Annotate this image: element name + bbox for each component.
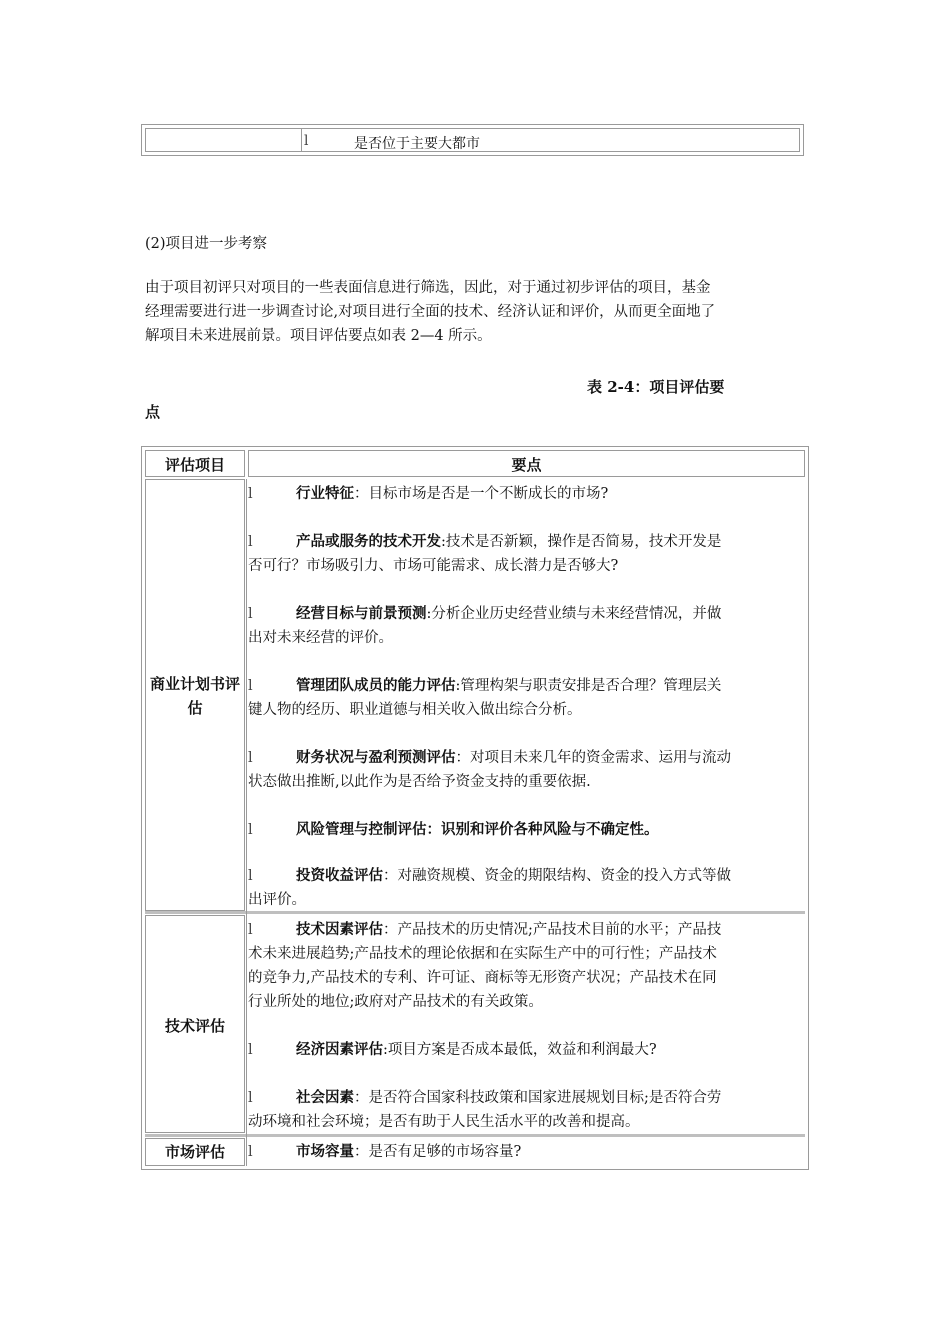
item-key: 风险管理与控制评估：识别和评价各种风险与不确定性。 [296,821,659,838]
section-heading: (2)项目进一步考察 [145,236,268,252]
top-table-text: 是否位于主要大都市 [354,136,480,152]
group3-label: 市场评估 [164,1143,225,1161]
header-evaluation-item: 评估项目 [164,456,225,474]
item-text: :管理构架与职责安排是否合理？管理层关 [455,678,722,694]
header-key-points: 要点 [511,456,542,474]
item-text: ：对融资规模、资金的期限结构、资金的投入方式等做 [383,868,731,884]
item-text: :技术是否新颖，操作是否简易，技术开发是 [441,534,722,550]
item-investment-return [248,864,804,912]
intro-line-3: 解项目未来进展前景。项目评估要点如表 2—4 所示。 [145,328,492,344]
bullet-marker: l [248,534,253,550]
item-text: ：对项目未来几年的资金需求、运用与流动 [455,750,731,766]
bullet-marker: l [248,1042,253,1058]
top-table-divider [301,128,302,152]
bullet-marker: l [304,133,309,149]
item-financial-evaluation [248,746,804,794]
item-text-cont: 否可行？市场吸引力、市场可能需求、成长潜力是否够大? [248,558,619,574]
top-table-row [141,124,804,156]
bullet-marker: l [248,822,253,838]
item-text: ：是否有足够的市场容量? [354,1144,522,1160]
bullet-marker: l [248,1144,253,1160]
item-key: 管理团队成员的能力评估 [296,677,456,694]
group1-label-line-1: 商业计划书评 [149,675,240,693]
bullet-marker: l [248,486,253,502]
item-text-cont: 键人物的经历、职业道德与相关收入做出综合分析。 [248,702,582,718]
bullet-marker: l [248,678,253,694]
column-divider [246,479,247,1166]
item-tech-factors [248,918,804,1014]
item-economic-factors [248,1038,804,1062]
item-industry [248,482,804,506]
item-key: 市场容量 [296,1143,354,1160]
item-text: :项目方案是否成本最低，效益和利润最大? [383,1042,657,1058]
bullet-marker: l [248,922,253,938]
bullet-marker: l [248,750,253,766]
item-text-cont: 动环境和社会环境；是否有助于人民生活水平的改善和提高。 [248,1114,640,1130]
bullet-marker: l [248,868,253,884]
item-key: 投资收益评估 [296,867,383,884]
item-text-cont: 出对未来经营的评价。 [248,630,393,646]
intro-line-2: 经理需要进行进一步调查讨论,对项目进行全面的技术、经济认证和评价，从而更全面地了 [145,304,716,320]
row-separator [145,1134,805,1137]
group1-label-line-2: 估 [187,699,203,717]
item-key: 产品或服务的技术开发 [296,533,441,550]
item-tech-development [248,530,804,578]
item-social-factors [248,1086,804,1134]
table-caption-wrap: 点 [145,403,161,421]
item-text: ：产品技术的历史情况;产品技术目前的水平；产品技 [383,922,722,938]
item-text-cont: 行业所处的地位;政府对产品技术的有关政策。 [248,994,543,1010]
table-caption: 表 2-4：项目评估要 [587,378,725,396]
group2-label: 技术评估 [164,1017,225,1035]
item-text-cont: 状态做出推断,以此作为是否给予资金支持的重要依据. [248,774,591,790]
item-key: 财务状况与盈利预测评估 [296,749,456,766]
evaluation-table [141,446,809,1170]
item-text-cont: 的竞争力,产品技术的专利、许可证、商标等无形资产状况；产品技术在同 [248,970,717,986]
bullet-marker: l [248,1090,253,1106]
item-business-goals [248,602,804,650]
row-separator [145,911,805,914]
item-text: ：目标市场是否是一个不断成长的市场? [354,486,609,502]
item-text: ：是否符合国家科技政策和国家进展规划目标;是否符合劳 [354,1090,722,1106]
item-key: 行业特征 [296,485,354,502]
item-text: :分析企业历史经营业绩与未来经营情况，并做 [426,606,722,622]
intro-line-1: 由于项目初评只对项目的一些表面信息进行筛选，因此，对于通过初步评估的项目，基金 [145,280,711,296]
item-key: 经济因素评估 [296,1041,383,1058]
item-text-cont: 术未来进展趋势;产品技术的理论依据和在实际生产中的可行性；产品技术 [248,946,717,962]
item-key: 社会因素 [296,1089,354,1106]
item-risk-management [248,818,804,842]
item-text-cont: 出评价。 [248,892,306,908]
item-key: 技术因素评估 [296,921,383,938]
item-team-evaluation [248,674,804,722]
item-key: 经营目标与前景预测 [296,605,427,622]
group1-label [145,672,245,720]
bullet-marker: l [248,606,253,622]
item-market-capacity [248,1140,804,1164]
